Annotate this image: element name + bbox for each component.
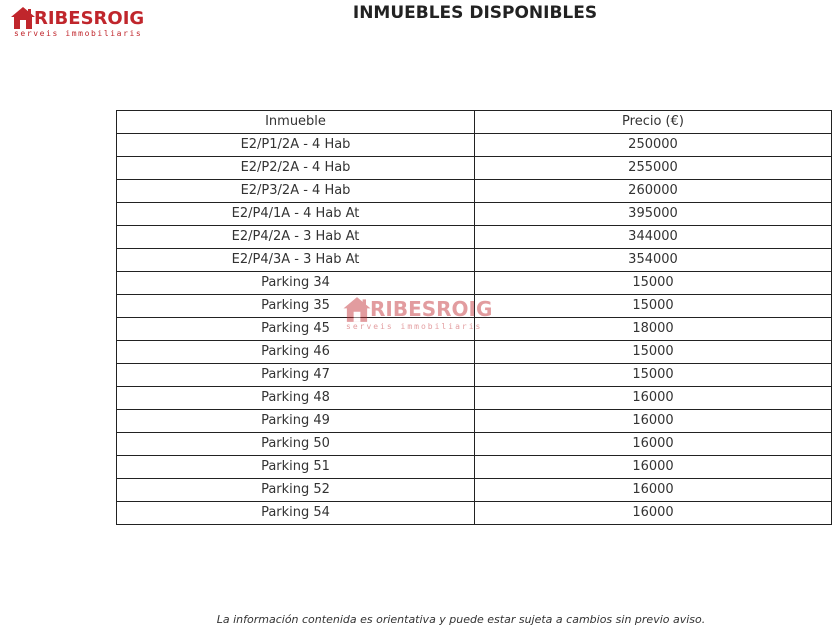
property-cell: Parking 54 bbox=[117, 502, 475, 525]
properties-table bbox=[116, 110, 832, 525]
property-cell: E2/P4/2A - 3 Hab At bbox=[117, 226, 475, 249]
table-row bbox=[117, 387, 832, 410]
table-row bbox=[117, 410, 832, 433]
property-cell: Parking 52 bbox=[117, 479, 475, 502]
property-cell: E2/P1/2A - 4 Hab bbox=[117, 134, 475, 157]
price-cell: 354000 bbox=[475, 249, 832, 272]
watermark-tagline: serveis immobiliaris bbox=[346, 322, 483, 331]
watermark-name: RIBESROIG bbox=[370, 297, 493, 321]
property-cell: Parking 47 bbox=[117, 364, 475, 387]
property-cell: Parking 48 bbox=[117, 387, 475, 410]
property-cell: Parking 34 bbox=[117, 272, 475, 295]
price-cell: 18000 bbox=[475, 318, 832, 341]
table-row bbox=[117, 456, 832, 479]
table-row bbox=[117, 249, 832, 272]
page-title: INMUEBLES DISPONIBLES bbox=[352, 3, 598, 23]
property-cell: E2/P4/3A - 3 Hab At bbox=[117, 249, 475, 272]
table-row bbox=[117, 134, 832, 157]
property-cell: Parking 46 bbox=[117, 341, 475, 364]
property-cell: Parking 51 bbox=[117, 456, 475, 479]
table-row bbox=[117, 433, 832, 456]
logo-name: RIBESROIG bbox=[34, 8, 145, 29]
property-cell: E2/P3/2A - 4 Hab bbox=[117, 180, 475, 203]
property-cell: Parking 50 bbox=[117, 433, 475, 456]
table-row bbox=[117, 364, 832, 387]
column-header-price: Precio (€) bbox=[475, 111, 832, 134]
column-header-property: Inmueble bbox=[117, 111, 475, 134]
table-row bbox=[117, 157, 832, 180]
price-cell: 395000 bbox=[475, 203, 832, 226]
price-cell: 250000 bbox=[475, 134, 832, 157]
price-cell: 15000 bbox=[475, 341, 832, 364]
table-row bbox=[117, 226, 832, 249]
table-row bbox=[117, 502, 832, 525]
price-cell: 15000 bbox=[475, 272, 832, 295]
property-cell: E2/P2/2A - 4 Hab bbox=[117, 157, 475, 180]
price-cell: 255000 bbox=[475, 157, 832, 180]
property-cell: Parking 45 bbox=[117, 318, 475, 341]
price-cell: 15000 bbox=[475, 364, 832, 387]
table-row bbox=[117, 295, 832, 318]
property-cell: Parking 49 bbox=[117, 410, 475, 433]
price-cell: 16000 bbox=[475, 410, 832, 433]
disclaimer-note: La información contenida es orientativa y puede estar sujeta a cambios sin previo aviso. bbox=[216, 613, 706, 626]
table-row bbox=[117, 479, 832, 502]
price-cell: 16000 bbox=[475, 387, 832, 410]
property-cell: Parking 35 bbox=[117, 295, 475, 318]
table-row bbox=[117, 272, 832, 295]
price-cell: 16000 bbox=[475, 433, 832, 456]
company-logo bbox=[10, 6, 150, 40]
table-row bbox=[117, 318, 832, 341]
logo-tagline: serveis immobiliaris bbox=[14, 29, 143, 38]
price-cell: 16000 bbox=[475, 479, 832, 502]
table-row bbox=[117, 180, 832, 203]
table-header-row bbox=[117, 111, 832, 134]
price-cell: 15000 bbox=[475, 295, 832, 318]
house-icon bbox=[10, 6, 36, 30]
price-cell: 344000 bbox=[475, 226, 832, 249]
table-row bbox=[117, 341, 832, 364]
table-row bbox=[117, 203, 832, 226]
price-cell: 260000 bbox=[475, 180, 832, 203]
price-cell: 16000 bbox=[475, 456, 832, 479]
price-cell: 16000 bbox=[475, 502, 832, 525]
property-cell: E2/P4/1A - 4 Hab At bbox=[117, 203, 475, 226]
